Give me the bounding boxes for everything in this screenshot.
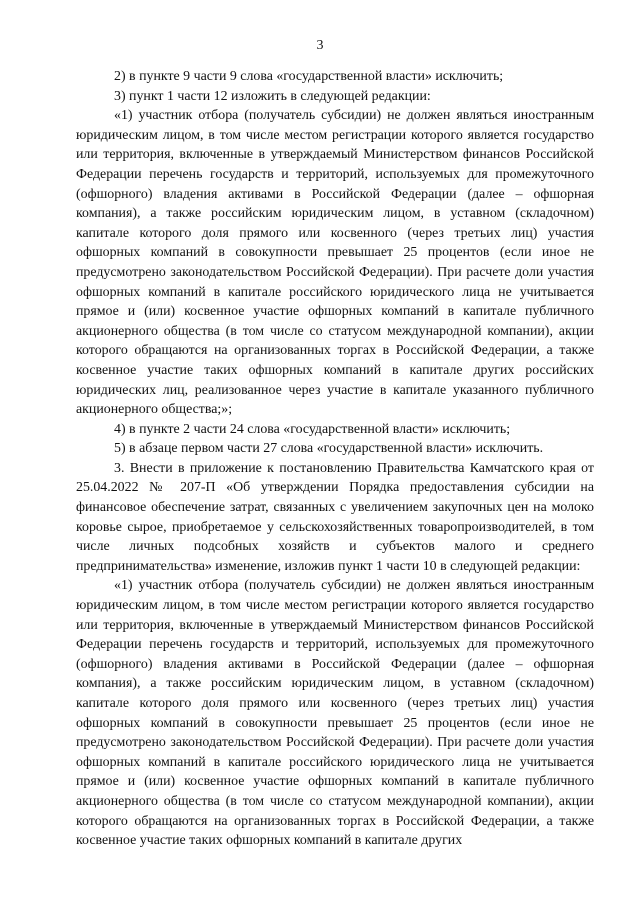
paragraph-offshore-clause-2: «1) участник отбора (получатель субсидии) не должен являться иностранным юридическим лицом, в том числе местом регистрации которого является государство или территория, включенные в утверждаемый Министерством финансов Российской Федерации перечень государств и территорий, используемых для промежуточного (офшорного) владения активами в Российской Федерации (далее – офшорная компания), а также российским юридическим лицом, в уставном (складочном) капитале которого доля прямого или косвенного (через третьих лиц) участия офшорных компаний в совокупности превышает 25 процентов (если иное не предусмотрено законодательством Российской Федерации). При расчете доли участия офшорных компаний в капитале российского юридического лица не учитывается прямое и (или) косвенное участие офшорных компаний в капитале публичного акционерного общества (в том числе со статусом международной компании), акции которого обращаются на организованных торгах в Российской Федерации, а также косвенное участие таких офшорных компаний в капитале других — [76, 578, 594, 849]
paragraph-item-5: 5) в абзаце первом части 27 слова «государственной власти» исключить. — [114, 441, 544, 457]
paragraph-section-3: 3. Внести в приложение к постановлению Правительства Камчатского края от 25.04.2022 № 207-П «Об утверждении Порядка предоставления субсидии на финансовое обеспечение затрат, связанных с увеличением закупочных цен на молоко коровье сырое, приобретаемое у сельскохозяйственных товаропроизводителей, в том числе личных подсобных хозяйств и субъектов малого и среднего предпринимательства» изменение, изложив пункт 1 части 10 в следующей редакции: — [76, 460, 594, 574]
paragraph-offshore-clause-1: «1) участник отбора (получатель субсидии) не должен являться иностранным юридическим лицом, в том числе местом регистрации которого является государство или территория, включенные в утверждаемый Министерством финансов Российской Федерации перечень государств и территорий, используемых для промежуточного (офшорного) владения активами в Российской Федерации (далее – офшорная компания), а также российским юридическим лицом, в уставном (складочном) капитале которого доля прямого или косвенного (через третьих лиц) участия офшорных компаний в совокупности превышает 25 процентов (если иное не предусмотрено законодательством Российской Федерации). При расчете доли участия офшорных компаний в капитале российского юридического лица не учитывается прямое и (или) косвенное участие офшорных компаний в капитале публичного акционерного общества (в том числе со статусом международной компании), акции которого обращаются на организованных торгах в Российской Федерации, а также косвенное участие таких офшорных компаний в капитале других российских юридических лиц, реализованное через участие в капитале указанного публичного акционерного общества;»; — [76, 108, 594, 418]
paragraph-item-2: 2) в пункте 9 части 9 слова «государственной власти» исключить; — [114, 69, 504, 84]
document-body — [76, 67, 594, 851]
paragraph-item-3: 3) пункт 1 части 12 изложить в следующей редакции: — [114, 88, 431, 104]
paragraph-item-4: 4) в пункте 2 части 24 слова «государственной власти» исключить; — [114, 421, 511, 437]
page-number: 3 — [316, 38, 324, 53]
